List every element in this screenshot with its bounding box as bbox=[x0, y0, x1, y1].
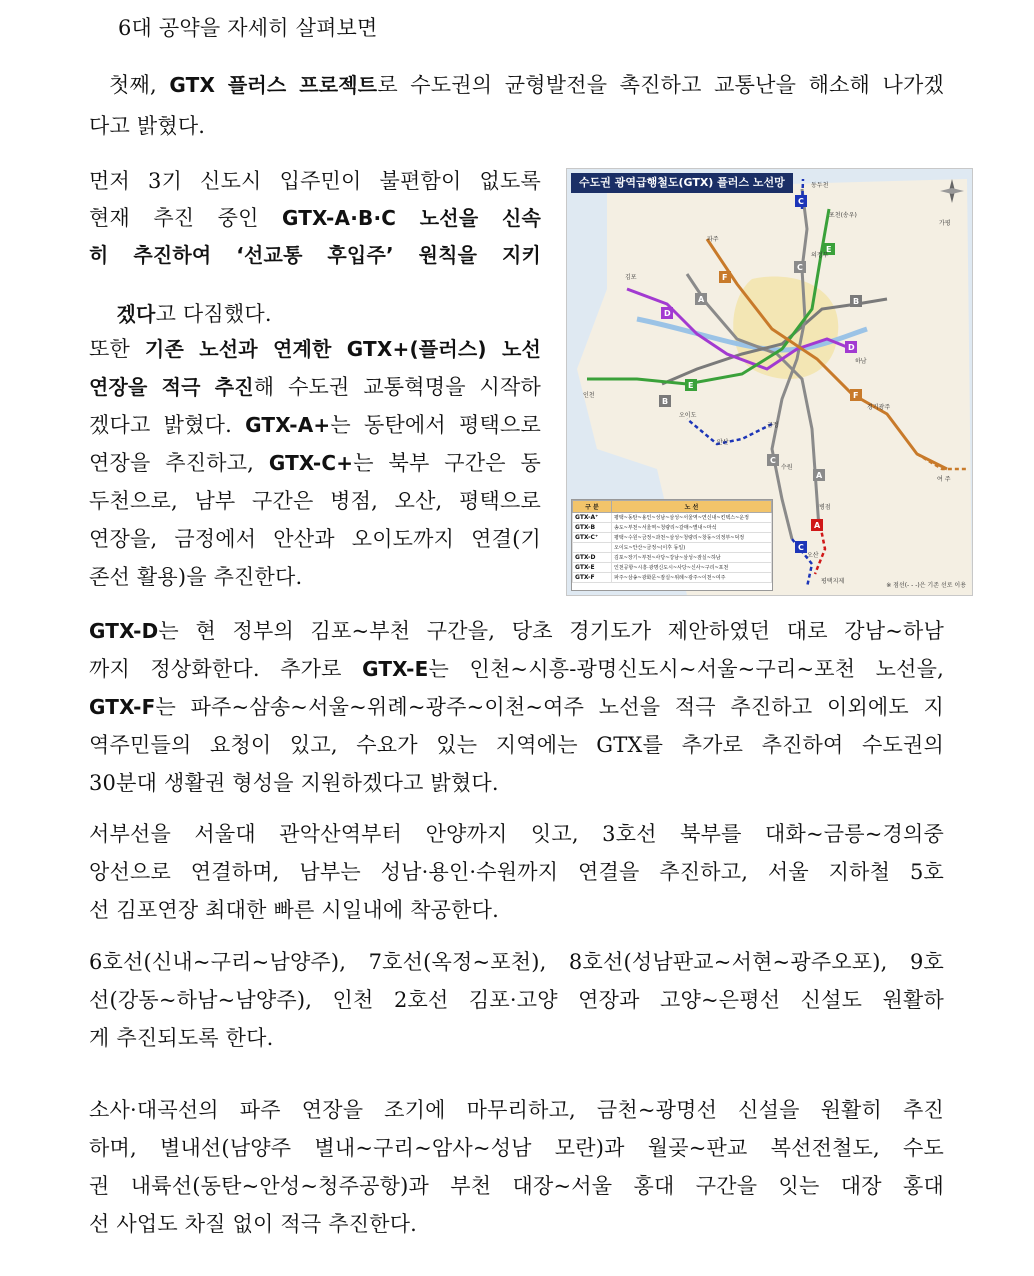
text-run: 는 현 정부의 김포~부천 구간을, 당초 경기도가 제안하였던 대로 강남~하남 bbox=[158, 619, 944, 643]
station-label: 하남 bbox=[855, 358, 867, 365]
station-label: 평택지제 bbox=[821, 578, 845, 585]
svg-text:C: C bbox=[798, 543, 804, 552]
map-title: 수도권 광역급행철도(GTX) 플러스 노선망 bbox=[571, 173, 793, 193]
paragraph-7-line-1: 소사·대곡선의 파주 연장을 조기에 마무리하고, 금천~광명선 신설을 원활히 추진 bbox=[89, 1098, 944, 1122]
map-label-yeoju: 여 주 bbox=[937, 476, 951, 483]
legend-header-cell: 구 분 bbox=[573, 501, 612, 513]
station-label: 경기광주 bbox=[867, 404, 891, 411]
svg-text:B: B bbox=[853, 297, 860, 306]
paragraph-7-line-2: 하며, 별내선(남양주 별내~구리~암사~성남 모란)과 월곶~판교 복선전철도, 수도 bbox=[89, 1136, 944, 1160]
badge-a bbox=[695, 293, 707, 305]
badge-a-south bbox=[813, 469, 825, 481]
badge-b-west bbox=[659, 395, 671, 407]
paragraph-1-line-1 bbox=[109, 75, 944, 96]
station-label: 인천 bbox=[583, 392, 595, 399]
paragraph-3-line-4 bbox=[89, 453, 541, 474]
text-run: 는 인천~시흥-광명신도시~서울~구리~포천 노선을, bbox=[428, 657, 944, 681]
svg-text:D: D bbox=[664, 309, 671, 318]
text-run: 까지 정상화한다. 추가로 bbox=[89, 657, 363, 681]
text-run: 는 동탄에서 평택으로 bbox=[330, 413, 541, 437]
text-run: 로 수도권의 균형발전을 촉진하고 교통난을 해소해 나가겠 bbox=[377, 73, 944, 97]
text-run: 해 수도권 교통혁명을 시작하 bbox=[253, 375, 541, 399]
paragraph-3-line-1 bbox=[89, 339, 541, 360]
text-run: 는 북부 구간은 동 bbox=[353, 451, 541, 475]
svg-text:A: A bbox=[816, 471, 823, 480]
text-run: 첫째, bbox=[109, 73, 170, 97]
legend-row bbox=[573, 533, 772, 543]
legend-route: 평택~동탄~용인~성남~삼성~서울역~연신내~킨텍스~운정 bbox=[612, 513, 772, 523]
text-run: 현재 추진 중인 bbox=[89, 206, 282, 230]
legend-row bbox=[573, 523, 772, 533]
bold-run: GTX-C+ bbox=[268, 451, 354, 475]
svg-text:C: C bbox=[798, 197, 804, 206]
station-label: 파주 bbox=[707, 236, 719, 243]
legend-key: GTX-F bbox=[573, 573, 612, 583]
bold-run: GTX 플러스 프로젝트 bbox=[169, 73, 378, 97]
badge-e-west bbox=[685, 379, 697, 391]
station-label: 김포 bbox=[625, 274, 637, 281]
paragraph-3-line-5: 두천으로, 남부 구간은 병점, 오산, 평택으로 bbox=[89, 489, 541, 513]
legend-row bbox=[573, 563, 772, 573]
station-label: 오이도 bbox=[679, 412, 697, 419]
svg-text:D: D bbox=[848, 343, 855, 352]
paragraph-3-line-3 bbox=[89, 415, 541, 436]
station-label: 의정부 bbox=[811, 252, 829, 259]
bold-run: 연장을 적극 추진 bbox=[89, 375, 254, 399]
badge-f-east bbox=[850, 389, 862, 401]
legend-row bbox=[573, 553, 772, 563]
legend-row bbox=[573, 543, 772, 553]
legend-key: GTX-B bbox=[573, 523, 612, 533]
svg-text:E: E bbox=[688, 381, 694, 390]
bold-run: 기존 노선과 연계한 GTX+(플러스) 노선 bbox=[144, 337, 541, 361]
legend-route: 오이도~안산~금정~(이후 동일) bbox=[612, 543, 772, 553]
section-heading: 6대 공약을 자세히 살펴보면 bbox=[118, 16, 378, 40]
legend-key bbox=[573, 543, 612, 553]
badge-c-plus bbox=[795, 541, 807, 553]
svg-text:F: F bbox=[722, 273, 728, 282]
legend-row bbox=[573, 513, 772, 523]
station-label: 수원 bbox=[781, 464, 793, 471]
paragraph-2-line-2 bbox=[89, 208, 541, 229]
badge-a-plus bbox=[811, 519, 823, 531]
text-run: 는 파주~삼송~서울~위례~광주~이천~여주 노선을 적극 추진하고 이외에도 지 bbox=[155, 695, 944, 719]
bold-run: GTX-A+ bbox=[245, 413, 331, 437]
legend-route: 평택~수원~금정~과천~삼성~청량리~창동~의정부~덕정 bbox=[612, 533, 772, 543]
legend-route: 파주~삼송~광화문~잠실~위례~광주~이천~여주 bbox=[612, 573, 772, 583]
paragraph-7-line-4: 선 사업도 차질 없이 적극 추진한다. bbox=[89, 1212, 418, 1236]
badge-c-plus-north bbox=[795, 195, 807, 207]
paragraph-5-line-3: 선 김포연장 최대한 빠른 시일내에 착공한다. bbox=[89, 898, 499, 922]
svg-text:A: A bbox=[698, 295, 705, 304]
paragraph-4-line-2 bbox=[89, 659, 944, 680]
badge-d-east bbox=[845, 341, 857, 353]
badge-d bbox=[661, 307, 673, 319]
legend-row bbox=[573, 573, 772, 583]
legend-table bbox=[572, 500, 772, 583]
paragraph-3-line-6: 연장을, 금정에서 안산과 오이도까지 연결(기 bbox=[89, 527, 541, 551]
map-legend bbox=[571, 499, 773, 591]
bold-run: GTX-A·B·C 노선을 신속 bbox=[281, 206, 542, 230]
station-label: 동두천 bbox=[811, 182, 829, 189]
paragraph-6-line-3: 게 추진되도록 한다. bbox=[89, 1026, 274, 1050]
legend-header-cell: 노 선 bbox=[612, 501, 772, 513]
station-label: 금정 bbox=[767, 422, 779, 429]
svg-text:C: C bbox=[797, 263, 803, 272]
legend-header-row bbox=[573, 501, 772, 513]
text-run: 고 다짐했다. bbox=[155, 302, 272, 326]
paragraph-4-line-4: 역주민들의 요청이 있고, 수요가 있는 지역에는 GTX를 추가로 추진하여 수도권의 bbox=[89, 733, 944, 757]
legend-key: GTX-E bbox=[573, 563, 612, 573]
gtx-route-map bbox=[566, 168, 973, 596]
paragraph-3-line-7: 존선 활용)을 추진한다. bbox=[89, 565, 303, 589]
paragraph-4-line-1 bbox=[89, 621, 944, 642]
map-label-gapyeong: 가평 bbox=[939, 220, 951, 227]
legend-route: 김포~장기~부천~사당~강남~삼성~잠실~하남 bbox=[612, 553, 772, 563]
bold-run: GTX-D bbox=[89, 619, 159, 643]
paragraph-1-line-2: 다고 밝혔다. bbox=[89, 114, 206, 138]
bold-run: GTX-E bbox=[362, 657, 429, 681]
legend-route: 인천공항~시흥·광명신도시~사당~신사~구리~포천 bbox=[612, 563, 772, 573]
badge-f bbox=[719, 271, 731, 283]
station-label: 병점 bbox=[819, 504, 831, 511]
paragraph-2-line-1: 먼저 3기 신도시 입주민이 불편함이 없도록 bbox=[89, 169, 541, 193]
paragraph-4-line-3 bbox=[89, 697, 944, 718]
badge-b bbox=[850, 295, 862, 307]
paragraph-6-line-1: 6호선(신내~구리~남양주), 7호선(옥정~포천), 8호선(성남판교~서현~광주오포), 9호 bbox=[89, 950, 944, 974]
svg-text:B: B bbox=[662, 397, 669, 406]
text-run: 또한 bbox=[89, 337, 145, 361]
station-label: 안산 bbox=[717, 439, 729, 446]
legend-route: 송도~부천~서울역~청량리~갈매~별내~마석 bbox=[612, 523, 772, 533]
bold-run: GTX-F bbox=[89, 695, 156, 719]
paragraph-7-line-3: 권 내륙선(동탄~안성~청주공항)과 부천 대장~서울 홍대 구간을 잇는 대장 홍대 bbox=[89, 1174, 944, 1198]
badge-c bbox=[794, 261, 806, 273]
legend-key: GTX-A⁺ bbox=[573, 513, 612, 523]
badge-c-south bbox=[767, 454, 779, 466]
paragraph-6-line-2: 선(강동~하남~남양주), 인천 2호선 김포·고양 연장과 고양~은평선 신설도 원활하 bbox=[89, 988, 944, 1012]
paragraph-5-line-1: 서부선을 서울대 관악산역부터 안양까지 잇고, 3호선 북부를 대화~금릉~경의중 bbox=[89, 822, 944, 846]
text-run: 연장을 추진하고, bbox=[89, 451, 269, 475]
paragraph-5-line-2: 앙선으로 연결하며, 남부는 성남·용인·수원까지 연결을 추진하고, 서울 지하철 5호 bbox=[89, 860, 944, 884]
paragraph-3-line-2 bbox=[89, 377, 541, 398]
legend-key: GTX-C⁺ bbox=[573, 533, 612, 543]
station-label: 포천(송우) bbox=[829, 212, 857, 219]
map-note: ※ 점선(- - -)은 기존 선로 이용 bbox=[886, 582, 966, 589]
station-label: 오산 bbox=[807, 552, 819, 559]
legend-key: GTX-D bbox=[573, 553, 612, 563]
paragraph-2-line-3 bbox=[89, 245, 541, 266]
paragraph-4-line-5: 30분대 생활권 형성을 지원하겠다고 밝혔다. bbox=[89, 771, 499, 795]
svg-text:F: F bbox=[853, 391, 859, 400]
svg-text:C: C bbox=[770, 456, 776, 465]
svg-text:E: E bbox=[826, 245, 832, 254]
svg-text:A: A bbox=[814, 521, 821, 530]
bold-run: 히 추진하여 ‘선교통 후입주’ 원칙을 지키 bbox=[89, 243, 541, 267]
text-run: 겠다고 밝혔다. bbox=[89, 413, 246, 437]
bold-run: 겠다 bbox=[116, 302, 156, 326]
